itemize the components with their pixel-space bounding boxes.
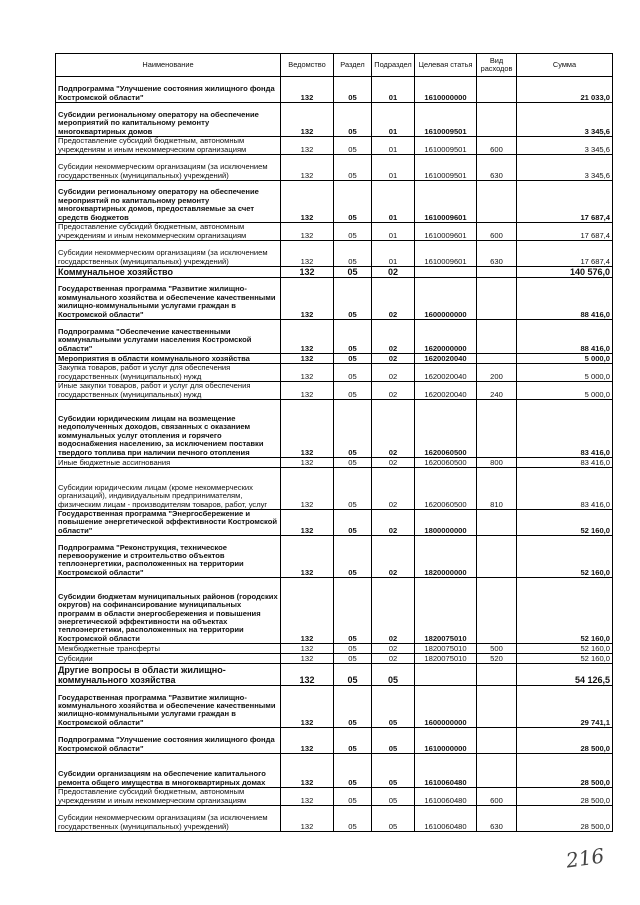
header-exp-type: Вид расходов [477,54,517,77]
cell-dept: 132 [281,278,334,320]
cell-name: Субсидии региональному оператору на обеспечение мероприятий по капитальному ремонту многоквартирных домов [56,103,281,137]
cell-dept: 132 [281,137,334,155]
cell-name: Подпрограмма "Реконструкция, техническое перевооружение и строительство объектов теплоэнергетики, расположенных на территории Костромской области" [56,536,281,578]
table-row [56,320,613,354]
cell-exp [477,686,517,728]
cell-name: Предоставление субсидий бюджетным, автономным учреждениям и иным некоммерческим организациям [56,223,281,241]
cell-exp [477,664,517,686]
cell-target: 1620020040 [415,354,477,364]
cell-sum: 52 160,0 [517,510,613,536]
cell-dept: 132 [281,458,334,468]
cell-dept: 132 [281,267,334,278]
cell-sum: 28 500,0 [517,754,613,788]
cell-section: 05 [334,578,372,644]
cell-dept: 132 [281,400,334,458]
header-dept: Ведомство [281,54,334,77]
cell-subsection: 01 [372,103,415,137]
table-row [56,754,613,788]
cell-target: 1610009501 [415,103,477,137]
cell-subsection: 02 [372,400,415,458]
cell-subsection: 05 [372,788,415,806]
cell-exp [477,728,517,754]
cell-sum: 17 687,4 [517,181,613,223]
table-row [56,77,613,103]
cell-section: 05 [334,686,372,728]
cell-target: 1620000000 [415,320,477,354]
cell-target: 1610009501 [415,155,477,181]
cell-section: 05 [334,644,372,654]
table-row [56,354,613,364]
cell-name: Иные закупки товаров, работ и услуг для обеспечения государственных (муниципальных) нужд [56,382,281,400]
cell-subsection: 02 [372,278,415,320]
cell-dept: 132 [281,664,334,686]
header-sum: Сумма [517,54,613,77]
cell-sum: 83 416,0 [517,400,613,458]
table-row [56,728,613,754]
cell-dept: 132 [281,364,334,382]
cell-target: 1610000000 [415,728,477,754]
table-row [56,382,613,400]
cell-target: 1620060500 [415,458,477,468]
cell-subsection: 01 [372,181,415,223]
cell-name: Субсидии организациям на обеспечение капитального ремонта общего имущества в многоквартирных домах [56,754,281,788]
cell-target: 1820075010 [415,644,477,654]
cell-sum: 5 000,0 [517,354,613,364]
cell-dept: 132 [281,510,334,536]
page-number: 216 [564,843,606,873]
cell-name: Коммунальное хозяйство [56,267,281,278]
cell-sum: 21 033,0 [517,77,613,103]
cell-section: 05 [334,181,372,223]
cell-target: 1800000000 [415,510,477,536]
cell-target: 1610000000 [415,77,477,103]
cell-dept: 132 [281,654,334,664]
cell-subsection: 02 [372,578,415,644]
cell-target [415,267,477,278]
table-row [56,536,613,578]
cell-exp: 520 [477,654,517,664]
cell-name: Государственная программа "Энергосбережение и повышение энергетической эффективности Костромской области" [56,510,281,536]
cell-name: Подпрограмма "Улучшение состояния жилищного фонда Костромской области" [56,728,281,754]
cell-sum: 83 416,0 [517,468,613,510]
cell-sum: 5 000,0 [517,382,613,400]
cell-target: 1620060500 [415,468,477,510]
table-row [56,458,613,468]
cell-sum: 83 416,0 [517,458,613,468]
cell-exp: 630 [477,241,517,267]
table-row [56,267,613,278]
cell-dept: 132 [281,754,334,788]
cell-subsection: 02 [372,267,415,278]
table-row [56,788,613,806]
cell-subsection: 02 [372,510,415,536]
table-row [56,278,613,320]
cell-dept: 132 [281,788,334,806]
cell-sum: 52 160,0 [517,578,613,644]
cell-section: 05 [334,278,372,320]
cell-dept: 132 [281,686,334,728]
cell-section: 05 [334,382,372,400]
cell-exp [477,536,517,578]
header-section: Раздел [334,54,372,77]
cell-subsection: 01 [372,223,415,241]
cell-sum: 52 160,0 [517,654,613,664]
cell-section: 05 [334,510,372,536]
cell-sum: 3 345,6 [517,155,613,181]
table-header-row [56,54,613,77]
cell-sum: 140 576,0 [517,267,613,278]
cell-exp [477,354,517,364]
cell-name: Другие вопросы в области жилищно-коммунального хозяйства [56,664,281,686]
cell-name: Субсидии [56,654,281,664]
table-row [56,654,613,664]
cell-subsection: 02 [372,320,415,354]
cell-target: 1610060480 [415,788,477,806]
cell-exp [477,103,517,137]
cell-sum: 52 160,0 [517,644,613,654]
cell-section: 05 [334,103,372,137]
cell-exp [477,400,517,458]
cell-dept: 132 [281,241,334,267]
cell-name: Субсидии некоммерческим организациям (за исключением государственных (муниципальных) учреждений) [56,155,281,181]
cell-target: 1600000000 [415,686,477,728]
cell-sum: 28 500,0 [517,728,613,754]
cell-name: Государственная программа "Развитие жилищно-коммунального хозяйства и обеспечение качественными жилищно-коммунальными услугами граждан в Костромской области" [56,686,281,728]
table-body [56,77,613,832]
cell-exp: 810 [477,468,517,510]
cell-target: 1610009601 [415,241,477,267]
table-row [56,400,613,458]
cell-exp [477,267,517,278]
cell-section: 05 [334,77,372,103]
cell-name: Подпрограмма "Улучшение состояния жилищного фонда Костромской области" [56,77,281,103]
cell-subsection: 02 [372,354,415,364]
cell-section: 05 [334,806,372,832]
cell-target: 1820000000 [415,536,477,578]
cell-name: Субсидии некоммерческим организациям (за исключением государственных (муниципальных) учреждений) [56,806,281,832]
cell-exp: 630 [477,155,517,181]
header-name: Наименование [56,54,281,77]
table-row [56,510,613,536]
cell-name: Межбюджетные трансферты [56,644,281,654]
cell-dept: 132 [281,382,334,400]
cell-target: 1820075010 [415,654,477,664]
cell-section: 05 [334,354,372,364]
cell-sum: 28 500,0 [517,806,613,832]
cell-subsection: 02 [372,644,415,654]
cell-subsection: 02 [372,536,415,578]
cell-section: 05 [334,754,372,788]
cell-dept: 132 [281,468,334,510]
cell-exp [477,754,517,788]
cell-name: Субсидии бюджетам муниципальных районов (городских округов) на софинансирование муниципальных программ в области энергосбережения и повышения энергетической эффективности на объектах теплоэнергетики, расположенных на территории Костромской области [56,578,281,644]
cell-name: Закупка товаров, работ и услуг для обеспечения государственных (муниципальных) нужд [56,364,281,382]
cell-subsection: 05 [372,754,415,788]
cell-dept: 132 [281,644,334,654]
cell-exp [477,77,517,103]
table-row [56,155,613,181]
cell-section: 05 [334,664,372,686]
cell-section: 05 [334,155,372,181]
cell-section: 05 [334,241,372,267]
cell-section: 05 [334,267,372,278]
cell-name: Мероприятия в области коммунального хозяйства [56,354,281,364]
cell-exp [477,278,517,320]
table-row [56,241,613,267]
cell-target: 1610009601 [415,181,477,223]
cell-subsection: 01 [372,137,415,155]
cell-target [415,664,477,686]
cell-section: 05 [334,400,372,458]
cell-subsection: 05 [372,806,415,832]
cell-name: Предоставление субсидий бюджетным, автономным учреждениям и иным некоммерческим организациям [56,137,281,155]
cell-target: 1820075010 [415,578,477,644]
cell-name: Подпрограмма "Обеспечение качественными коммунальными услугами населения Костромской области" [56,320,281,354]
cell-target: 1620020040 [415,364,477,382]
cell-target: 1610060480 [415,754,477,788]
cell-dept: 132 [281,728,334,754]
cell-dept: 132 [281,77,334,103]
cell-exp: 240 [477,382,517,400]
cell-subsection: 02 [372,364,415,382]
cell-name: Иные бюджетные ассигнования [56,458,281,468]
cell-name: Субсидии юридическим лицам (кроме некоммерческих организаций), индивидуальным предпринимателям, физическим лицам - производителям товаров, работ, услуг [56,468,281,510]
cell-subsection: 02 [372,654,415,664]
cell-subsection: 01 [372,77,415,103]
table-row [56,686,613,728]
cell-exp [477,510,517,536]
header-target: Целевая статья [415,54,477,77]
table-row [56,578,613,644]
cell-exp: 600 [477,137,517,155]
cell-sum: 17 687,4 [517,223,613,241]
cell-subsection: 05 [372,664,415,686]
table-row [56,181,613,223]
cell-exp: 800 [477,458,517,468]
cell-exp [477,578,517,644]
cell-subsection: 02 [372,382,415,400]
cell-subsection: 05 [372,686,415,728]
table-row [56,364,613,382]
cell-exp: 600 [477,788,517,806]
table-row [56,103,613,137]
cell-sum: 29 741,1 [517,686,613,728]
cell-section: 05 [334,137,372,155]
cell-exp [477,181,517,223]
table-row [56,664,613,686]
cell-sum: 88 416,0 [517,320,613,354]
table-row [56,137,613,155]
table-row [56,223,613,241]
cell-sum: 52 160,0 [517,536,613,578]
cell-sum: 54 126,5 [517,664,613,686]
cell-exp: 500 [477,644,517,654]
cell-target: 1620060500 [415,400,477,458]
cell-target: 1600000000 [415,278,477,320]
cell-section: 05 [334,654,372,664]
cell-subsection: 02 [372,468,415,510]
cell-dept: 132 [281,155,334,181]
cell-target: 1610060480 [415,806,477,832]
cell-sum: 5 000,0 [517,364,613,382]
cell-subsection: 01 [372,241,415,267]
cell-dept: 132 [281,181,334,223]
cell-dept: 132 [281,103,334,137]
cell-exp: 600 [477,223,517,241]
cell-section: 05 [334,364,372,382]
cell-exp: 200 [477,364,517,382]
cell-name: Предоставление субсидий бюджетным, автономным учреждениям и иным некоммерческим организациям [56,788,281,806]
cell-name: Субсидии юридическим лицам на возмещение недополученных доходов, связанных с оказанием коммунальных услуг отопления и горячего водоснабжения населению, за исключением поставки твердого топлива при наличии печного отопления [56,400,281,458]
cell-sum: 3 345,6 [517,103,613,137]
cell-dept: 132 [281,536,334,578]
cell-name: Субсидии региональному оператору на обеспечение мероприятий по капитальному ремонту многоквартирных домов, предоставляемые за счет средств бюджетов [56,181,281,223]
cell-section: 05 [334,788,372,806]
cell-section: 05 [334,320,372,354]
cell-target: 1610009501 [415,137,477,155]
cell-sum: 28 500,0 [517,788,613,806]
cell-sum: 17 687,4 [517,241,613,267]
cell-section: 05 [334,223,372,241]
cell-subsection: 01 [372,155,415,181]
table-row [56,468,613,510]
cell-dept: 132 [281,320,334,354]
cell-target: 1610009601 [415,223,477,241]
cell-sum: 88 416,0 [517,278,613,320]
cell-section: 05 [334,536,372,578]
cell-exp [477,320,517,354]
cell-section: 05 [334,458,372,468]
cell-dept: 132 [281,578,334,644]
cell-subsection: 02 [372,458,415,468]
cell-dept: 132 [281,223,334,241]
cell-sum: 3 345,6 [517,137,613,155]
header-subsection: Подраздел [372,54,415,77]
cell-target: 1620020040 [415,382,477,400]
cell-subsection: 05 [372,728,415,754]
cell-name: Государственная программа "Развитие жилищно-коммунального хозяйства и обеспечение качественными жилищно-коммунальными услугами граждан в Костромской области" [56,278,281,320]
table-row [56,644,613,654]
cell-dept: 132 [281,354,334,364]
cell-section: 05 [334,728,372,754]
budget-table [55,53,613,832]
cell-exp: 630 [477,806,517,832]
cell-name: Субсидии некоммерческим организациям (за исключением государственных (муниципальных) учреждений) [56,241,281,267]
cell-dept: 132 [281,806,334,832]
table-row [56,806,613,832]
cell-section: 05 [334,468,372,510]
